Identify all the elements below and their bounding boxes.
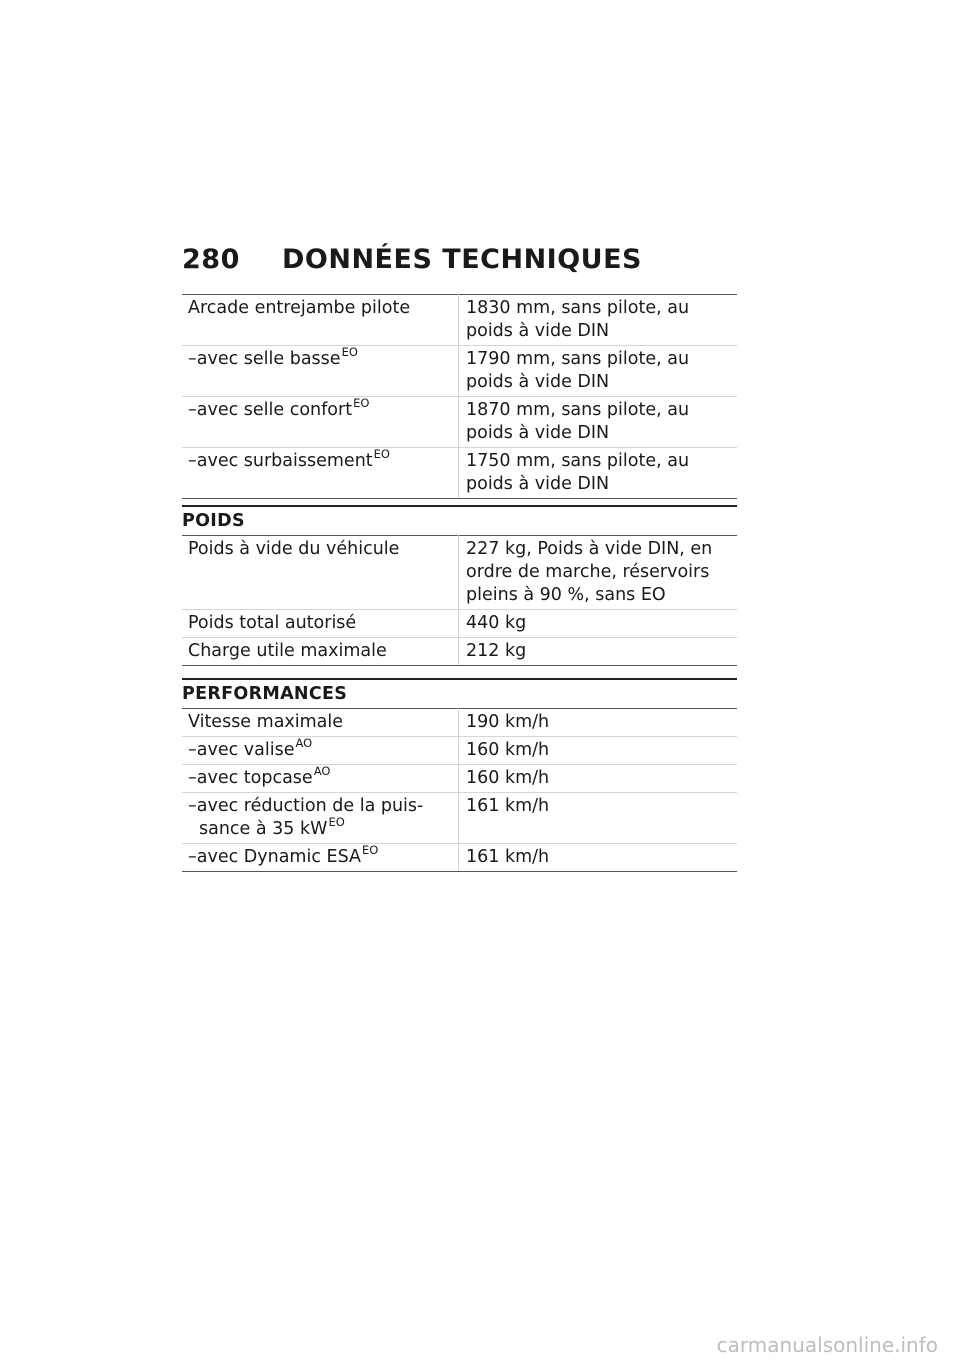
- table-row: [182, 709, 737, 737]
- row-value: 1790 mm, sans pilote, au poids à vide DIN: [459, 346, 738, 397]
- page-number: 280: [182, 244, 240, 275]
- row-value: 212 kg: [459, 638, 738, 666]
- row-label: Poids à vide du véhicule: [182, 536, 459, 610]
- performance-section: [182, 678, 737, 872]
- footnote-mark: EO: [328, 815, 345, 829]
- table-row: [182, 448, 737, 499]
- table-row: [182, 346, 737, 397]
- row-value: 160 km/h: [459, 737, 738, 765]
- table-row: [182, 793, 737, 844]
- row-value: 440 kg: [459, 610, 738, 638]
- row-label: Poids total autorisé: [182, 610, 459, 638]
- row-label: Vitesse maximale: [182, 709, 459, 737]
- seat-height-table: [182, 294, 737, 499]
- row-value: 161 km/h: [459, 793, 738, 844]
- weight-section: [182, 505, 737, 666]
- row-label: –avec topcase$^{AO}$: [182, 765, 459, 793]
- row-label: –avec surbaissement$^{EO}$: [182, 448, 459, 499]
- row-label: –avec Dynamic $ESA^{EO}$: [182, 844, 459, 872]
- row-label: –avec selle basse$^{EO}$: [182, 346, 459, 397]
- row-label: –avec selle confort$^{EO}$: [182, 397, 459, 448]
- watermark: carmanualsonline.info: [716, 1333, 938, 1357]
- row-value: 227 kg, Poids à vide DIN, en ordre de marche, réservoirs pleins à 90 %, sans EO: [459, 536, 738, 610]
- row-value: 1830 mm, sans pilote, au poids à vide DIN: [459, 295, 738, 346]
- footnote-mark: AO: [313, 764, 331, 778]
- footnote-mark: EO: [361, 843, 379, 857]
- section-heading: POIDS: [182, 505, 737, 535]
- row-value: 1870 mm, sans pilote, au poids à vide DIN: [459, 397, 738, 448]
- table-row: [182, 397, 737, 448]
- table-row: [182, 295, 737, 346]
- table-row: [182, 610, 737, 638]
- table-row: [182, 844, 737, 872]
- seat-height-section: [182, 294, 737, 499]
- table-row: [182, 737, 737, 765]
- row-value: 190 km/h: [459, 709, 738, 737]
- table-row: [182, 765, 737, 793]
- footnote-mark: AO: [295, 736, 313, 750]
- row-value: 160 km/h: [459, 765, 738, 793]
- page-title: DONNÉES TECHNIQUES: [282, 244, 642, 275]
- page-header: [182, 244, 742, 284]
- section-heading: PERFORMANCES: [182, 678, 737, 708]
- footnote-mark: EO: [341, 345, 358, 359]
- row-label: –avec réduction de la puis- sance à 35 $kW^{EO}$: [182, 793, 459, 844]
- footnote-mark: EO: [373, 447, 390, 461]
- row-value: 1750 mm, sans pilote, au poids à vide DIN: [459, 448, 738, 499]
- row-label: –avec valise$^{AO}$: [182, 737, 459, 765]
- footnote-mark: EO: [353, 396, 370, 410]
- performance-table: [182, 708, 737, 872]
- row-label: Arcade entrejambe pilote: [182, 295, 459, 346]
- table-row: [182, 638, 737, 666]
- weight-table: [182, 535, 737, 666]
- row-label: Charge utile maximale: [182, 638, 459, 666]
- table-row: [182, 536, 737, 610]
- row-value: 161 km/h: [459, 844, 738, 872]
